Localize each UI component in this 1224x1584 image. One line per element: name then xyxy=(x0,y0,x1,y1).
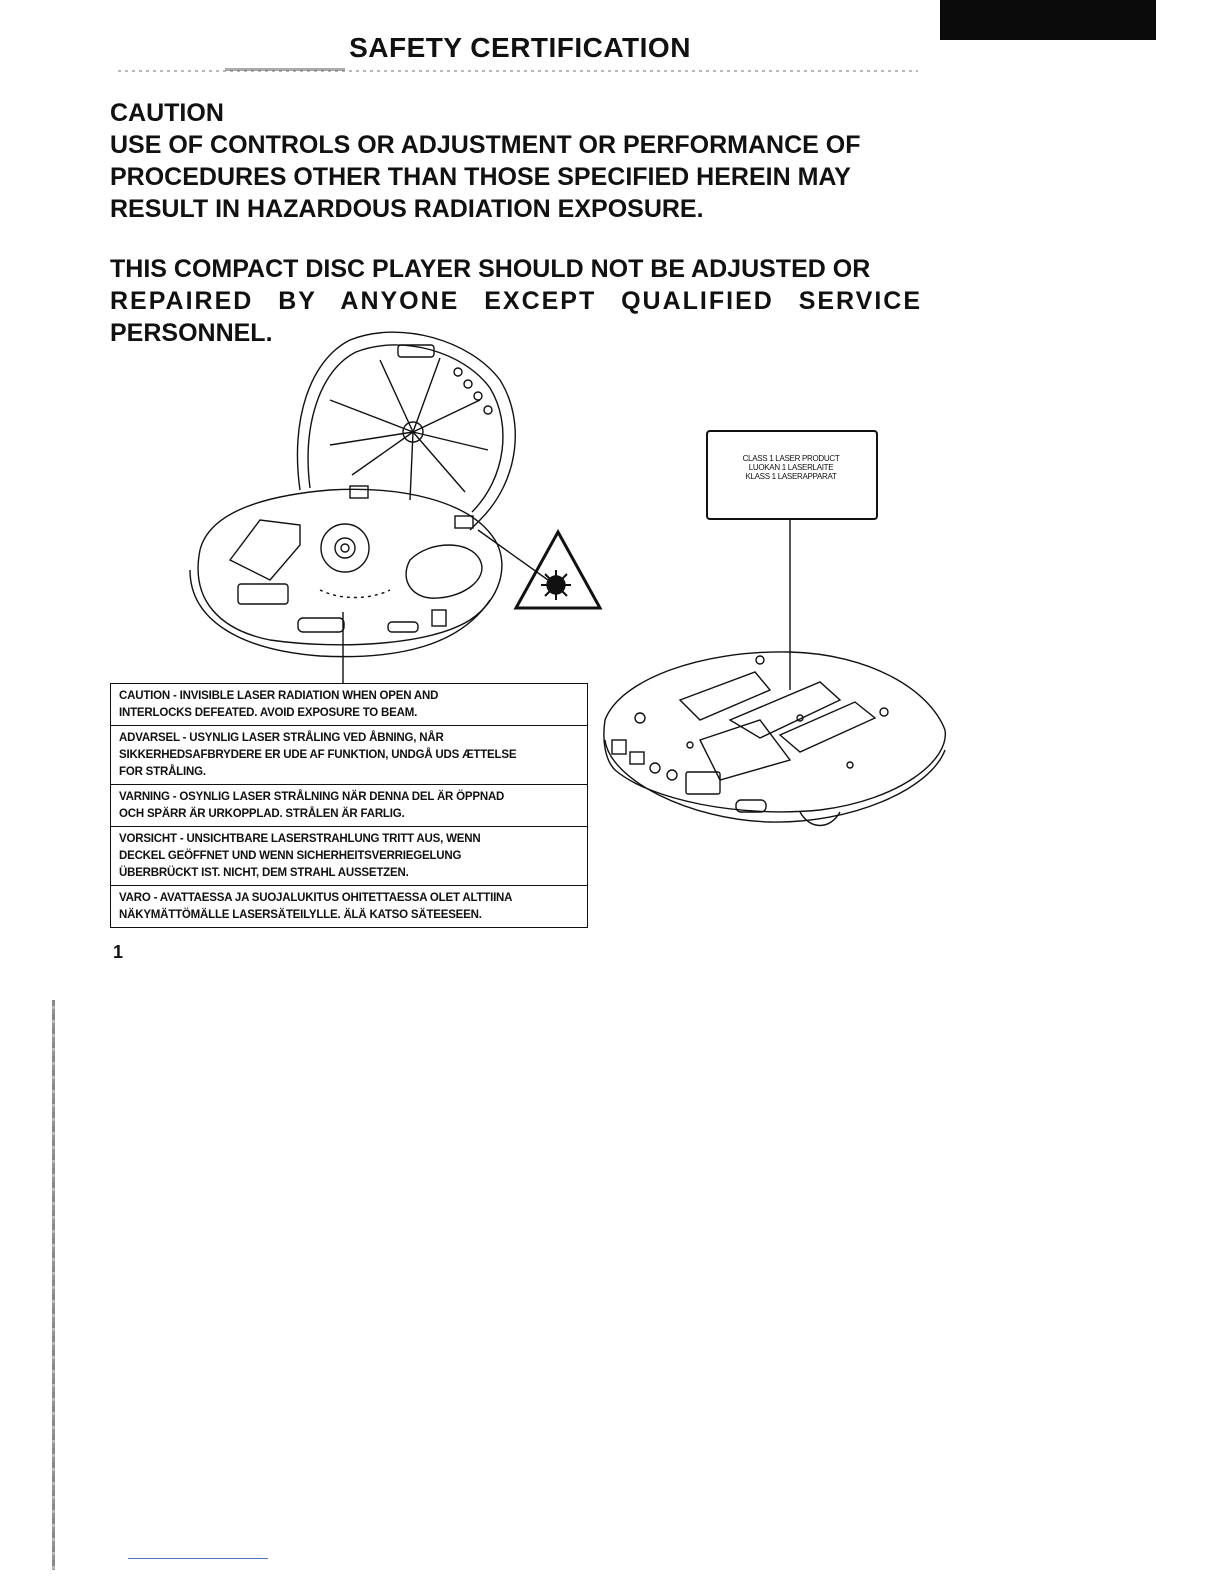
service-notice xyxy=(110,253,922,349)
bottom-rule xyxy=(128,1558,268,1559)
warning-text: INTERLOCKS DEFEATED. AVOID EXPOSURE TO BEAM. xyxy=(119,707,418,719)
cd-player-body xyxy=(190,489,502,656)
notice-line: REPAIRED BY ANYONE EXCEPT QUALIFIED SERVICE xyxy=(110,287,922,315)
laser-warning-table xyxy=(110,683,588,928)
warning-german xyxy=(111,827,587,886)
title-underline-accent xyxy=(225,68,345,71)
warning-text: SIKKERHEDSAFBRYDERE ER UDE AF FUNKTION, UNDGÅ UDS ÆTTELSE xyxy=(119,749,517,761)
caution-heading: CAUTION xyxy=(110,99,224,127)
notice-line: PERSONNEL. xyxy=(110,319,273,347)
page-number: 1 xyxy=(113,942,124,962)
notice-line: THIS COMPACT DISC PLAYER SHOULD NOT BE ADJUSTED OR xyxy=(110,255,871,283)
laser-label-line: CLASS 1 LASER PRODUCT xyxy=(742,454,840,463)
scan-edge-bar xyxy=(52,1000,55,1570)
warning-text: VARO - AVATTAESSA JA SUOJALUKITUS OHITETTAESSA OLET ALTTIINA xyxy=(119,892,513,904)
warning-text: FOR STRÅLING. xyxy=(119,766,206,778)
laser-label-line: LUOKAN 1 LASERLAITE xyxy=(748,463,834,472)
warning-text: ÜBERBRÜCKT IST. NICHT, DEM STRAHL AUSSETZEN. xyxy=(119,867,409,879)
page-title: SAFETY CERTIFICATION xyxy=(349,32,691,63)
warning-text: ADVARSEL - USYNLIG LASER STRÅLING VED ÅBNING, NÅR xyxy=(119,732,444,744)
caution-section xyxy=(110,97,922,225)
warning-finnish xyxy=(111,886,587,927)
warning-text: DECKEL GEÖFFNET UND WENN SICHERHEITSVERRIEGELUNG xyxy=(119,850,462,862)
warning-english xyxy=(111,684,587,726)
warning-text: VORSICHT - UNSICHTBARE LASERSTRAHLUNG TRITT AUS, WENN xyxy=(119,833,481,845)
warning-swedish xyxy=(111,785,587,827)
cd-player-lid xyxy=(297,332,515,530)
cd-player-bottom-view xyxy=(604,652,945,826)
warning-danish xyxy=(111,726,587,785)
warning-text: VARNING - OSYNLIG LASER STRÅLNING NÄR DENNA DEL ÄR ÖPPNAD xyxy=(119,791,505,803)
warning-text: CAUTION - INVISIBLE LASER RADIATION WHEN OPEN AND xyxy=(119,690,439,702)
caution-line: RESULT IN HAZARDOUS RADIATION EXPOSURE. xyxy=(110,195,704,223)
laser-warning-icon xyxy=(516,532,600,608)
caution-line: USE OF CONTROLS OR ADJUSTMENT OR PERFORMANCE OF xyxy=(110,131,861,159)
laser-label-line: KLASS 1 LASERAPPARAT xyxy=(745,472,837,481)
caution-line: PROCEDURES OTHER THAN THOSE SPECIFIED HEREIN MAY xyxy=(110,163,851,191)
warning-text: OCH SPÄRR ÄR URKOPPLAD. STRÅLEN ÄR FARLIG. xyxy=(119,808,405,820)
warning-text: NÄKYMÄTTÖMÄLLE LASERSÄTEILYLLE. ÄLÄ KATSO SÄTEESEEN. xyxy=(119,909,482,921)
laser-class-label xyxy=(724,452,858,483)
